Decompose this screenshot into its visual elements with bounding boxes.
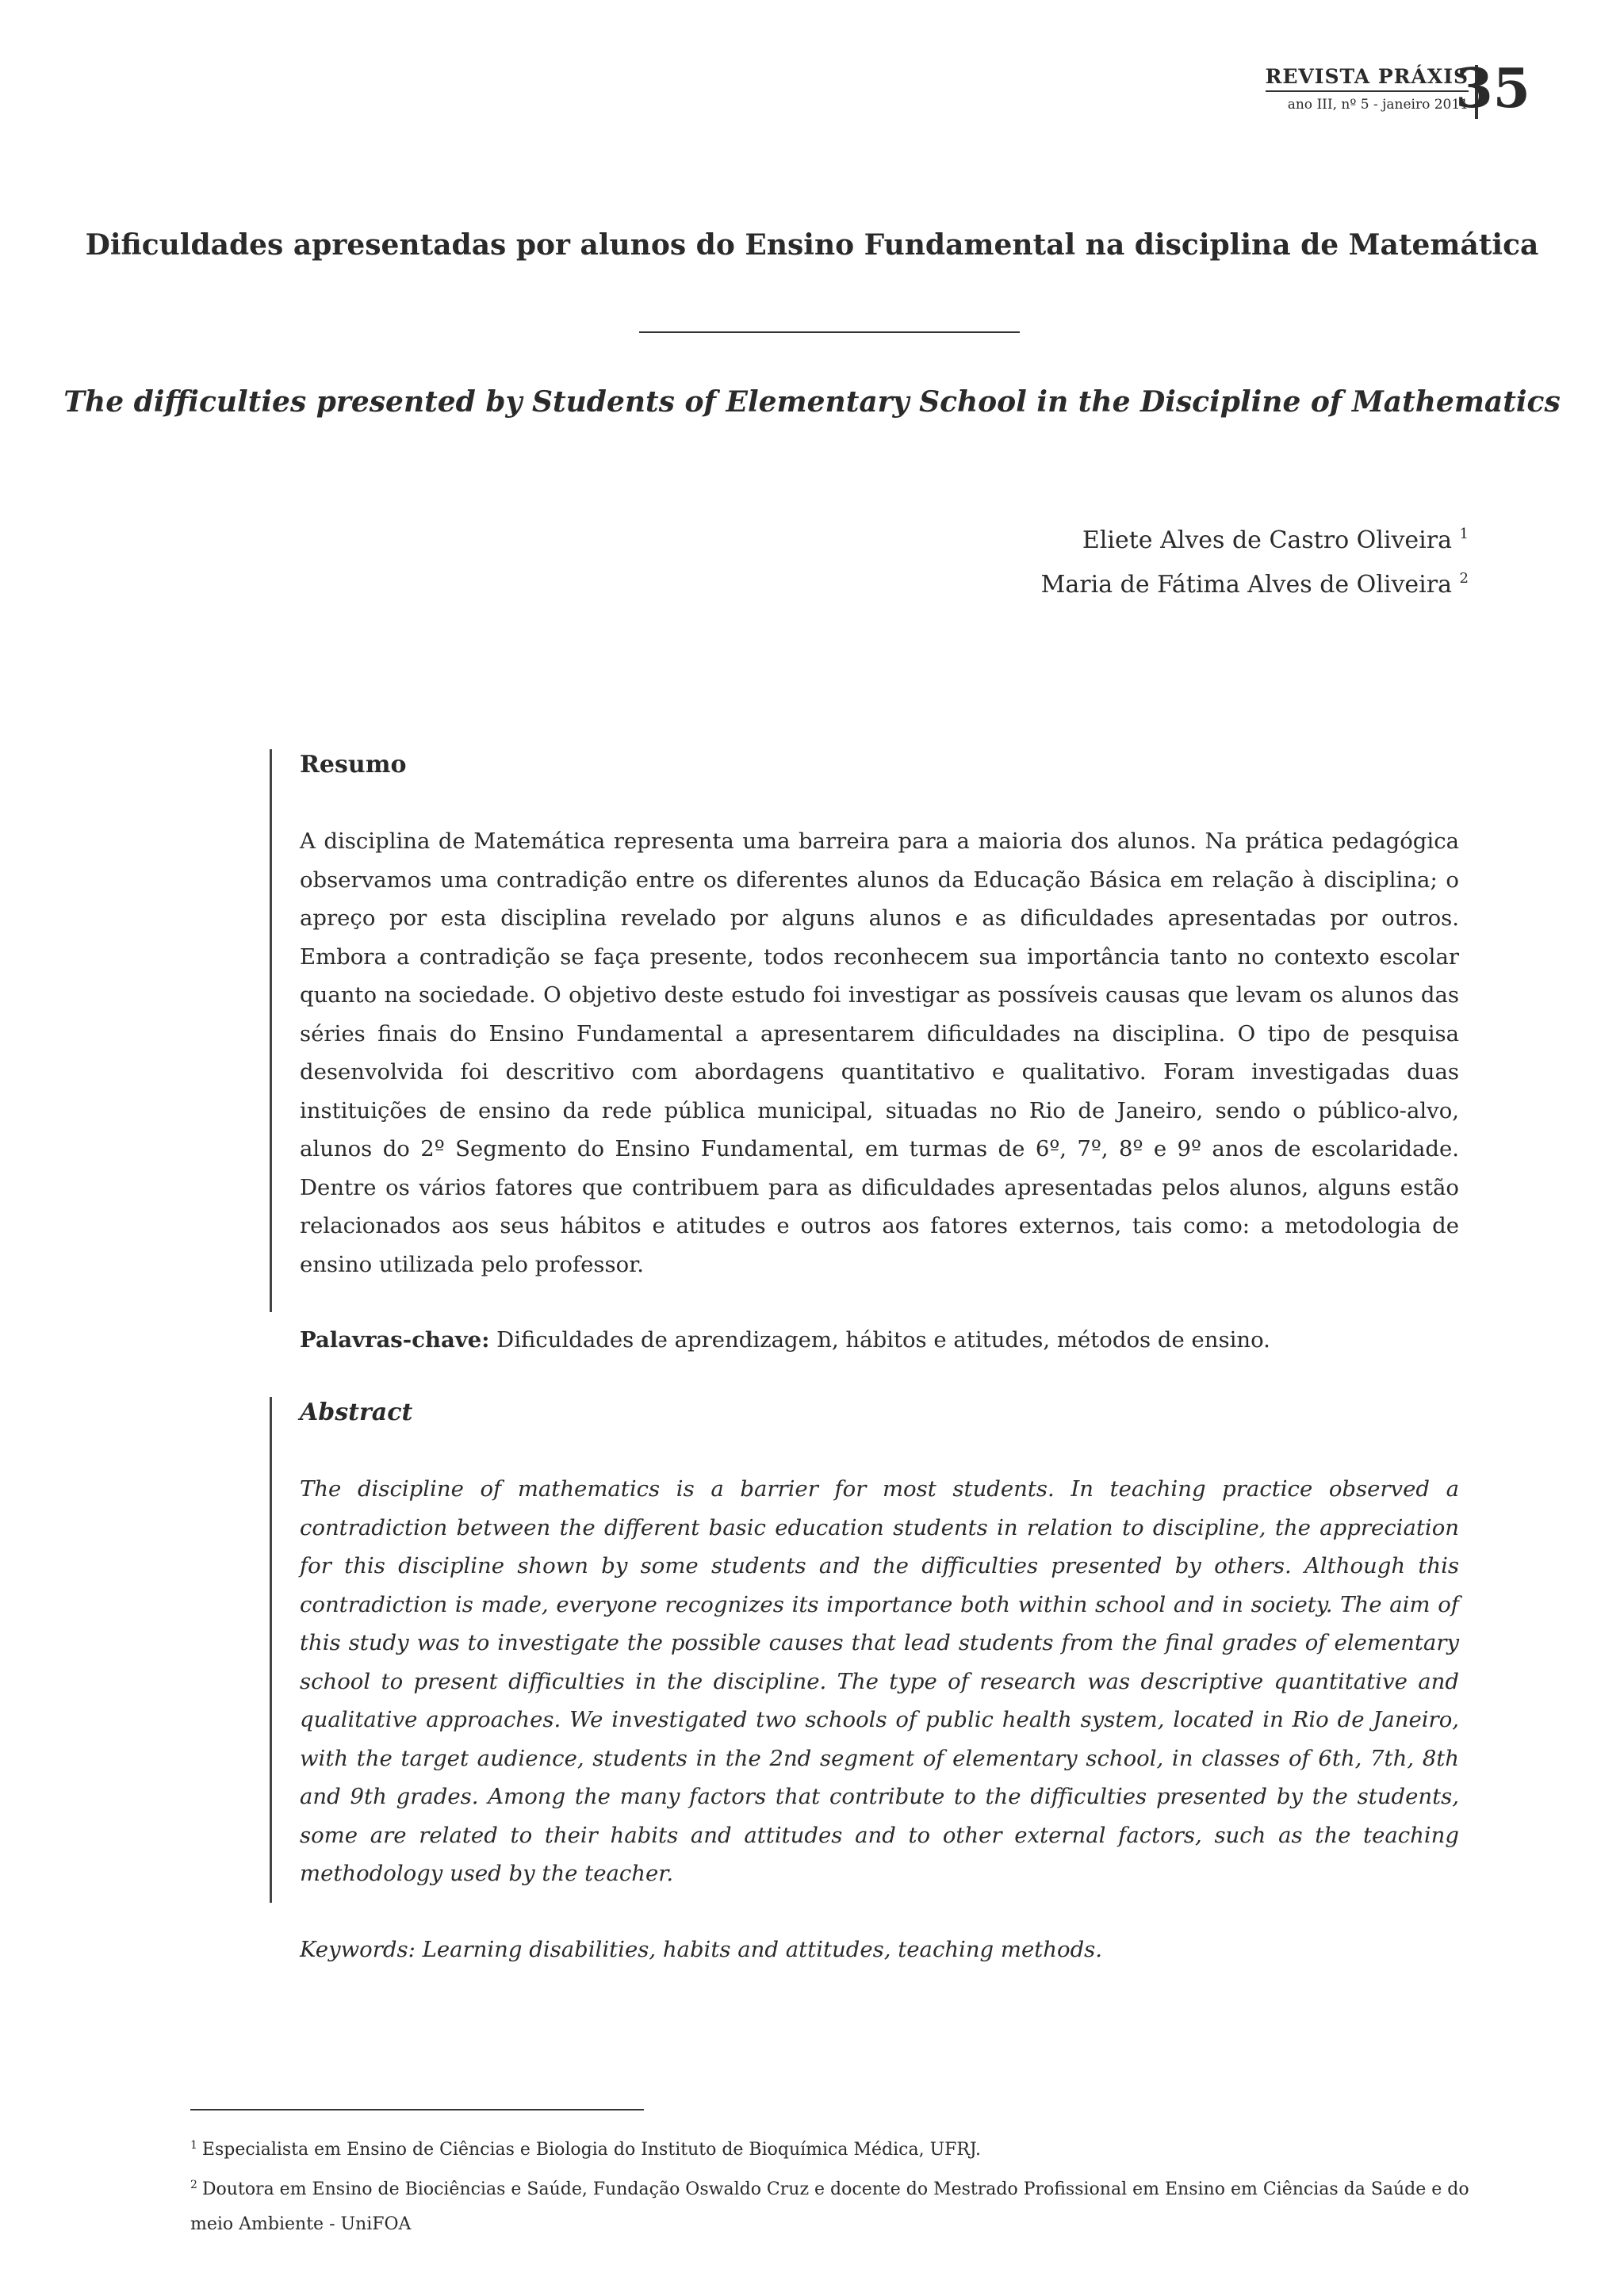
resumo-heading: Resumo xyxy=(300,751,407,779)
abstract-body: The discipline of mathematics is a barrier for most students. In teaching practice observed a contradiction between the different basic education students in relation to discipline, the appreciation for this discipline shown by some students and the difficulties presented by others. Although this contradiction is made, everyone recognizes its importance both within school and in society. The aim of this study was to investigate the possible causes that lead students from the final grades of elementary school to present difficulties in the discipline. The type of research was descriptive quantitative and qualitative approaches. We investigated two schools of public health system, located in Rio de Janeiro, with the target audience, students in the 2nd segment of elementary school, in classes of 6th, 7th, 8th and 9th grades. Among the many factors that contribute to the difficulties presented by the students, some are related to their habits and attitudes and to other external factors, such as the teaching methodology used by the teacher. xyxy=(300,1476,1459,1886)
resumo-section xyxy=(270,749,1459,1360)
footnote-text: Doutora em Ensino de Biociências e Saúde, Fundação Oswaldo Cruz e docente do Mestrado Profissional em Ensino em Ciências da Saúde e do meio Ambiente - UniFOA xyxy=(190,2179,1469,2234)
footnotes xyxy=(190,2128,1475,2242)
abstract-keywords: Keywords: Learning disabilities, habits and attitudes, teaching methods. xyxy=(300,1936,1103,1962)
author xyxy=(1041,515,1469,560)
keywords-text: Dificuldades de aprendizagem, hábitos e atitudes, métodos de ensino. xyxy=(496,1327,1270,1353)
footnote xyxy=(190,2168,1475,2242)
author-list xyxy=(1041,515,1469,604)
page-number: 35 xyxy=(1455,57,1530,121)
author-name: Eliete Alves de Castro Oliveira xyxy=(1082,526,1452,554)
journal-info xyxy=(1247,65,1469,114)
footnote xyxy=(190,2128,1475,2168)
title-english: The difficulties presented by Students of Elementary School in the Discipline of Mathematics xyxy=(63,385,1561,419)
author-footnote-ref: 1 xyxy=(1459,526,1469,542)
author-footnote-ref: 2 xyxy=(1459,570,1469,587)
abstract-section xyxy=(270,1397,1459,1969)
footnote-number: 1 xyxy=(190,2139,197,2152)
footnote-number: 2 xyxy=(190,2179,197,2191)
author xyxy=(1041,560,1469,604)
section-side-bar xyxy=(270,749,272,1312)
resumo-body: A disciplina de Matemática representa uma barreira para a maioria dos alunos. Na prática pedagógica observamos uma contradição entre os diferentes alunos da Educação Básica em relação à disciplina; o apreço por esta disciplina revelado por alguns alunos e as dificuldades apresentadas por outros. Embora a contradição se faça presente, todos reconhecem sua importância tanto no contexto escolar quanto na sociedade. O objetivo deste estudo foi investigar as possíveis causas que levam os alunos das séries finais do Ensino Fundamental a apresentarem dificuldades na disciplina. O tipo de pesquisa desenvolvida foi descritivo com abordagens quantitativo e qualitativo. Foram investigadas duas instituições de ensino da rede pública municipal, situadas no Rio de Janeiro, sendo o público-alvo, alunos do 2º Segmento do Ensino Fundamental, em turmas de 6º, 7º, 8º e 9º anos de escolaridade. Dentre os vários fatores que contribuem para as dificuldades apresentadas pelos alunos, alguns estão relacionados aos seus hábitos e atitudes e outros aos fatores externos, tais como: a metodologia de ensino utilizada pelo professor. xyxy=(300,828,1459,1277)
journal-issue: ano III, nº 5 - janeiro 2011 xyxy=(1287,97,1469,113)
keywords-label: Palavras-chave: xyxy=(300,1327,490,1353)
journal-name: REVISTA PRÁXIS xyxy=(1266,65,1469,92)
section-side-bar xyxy=(270,1397,272,1903)
footnote-text: Especialista em Ensino de Ciências e Biologia do Instituto de Bioquímica Médica, UFRJ. xyxy=(201,2140,982,2160)
footnote-divider xyxy=(190,2109,644,2110)
title-portuguese: Dificuldades apresentadas por alunos do Ensino Fundamental na disciplina de Matemática xyxy=(85,228,1539,262)
abstract-heading: Abstract xyxy=(300,1399,413,1426)
resumo-keywords xyxy=(300,1321,1459,1360)
author-name: Maria de Fátima Alves de Oliveira xyxy=(1040,571,1452,599)
title-divider xyxy=(639,331,1020,333)
